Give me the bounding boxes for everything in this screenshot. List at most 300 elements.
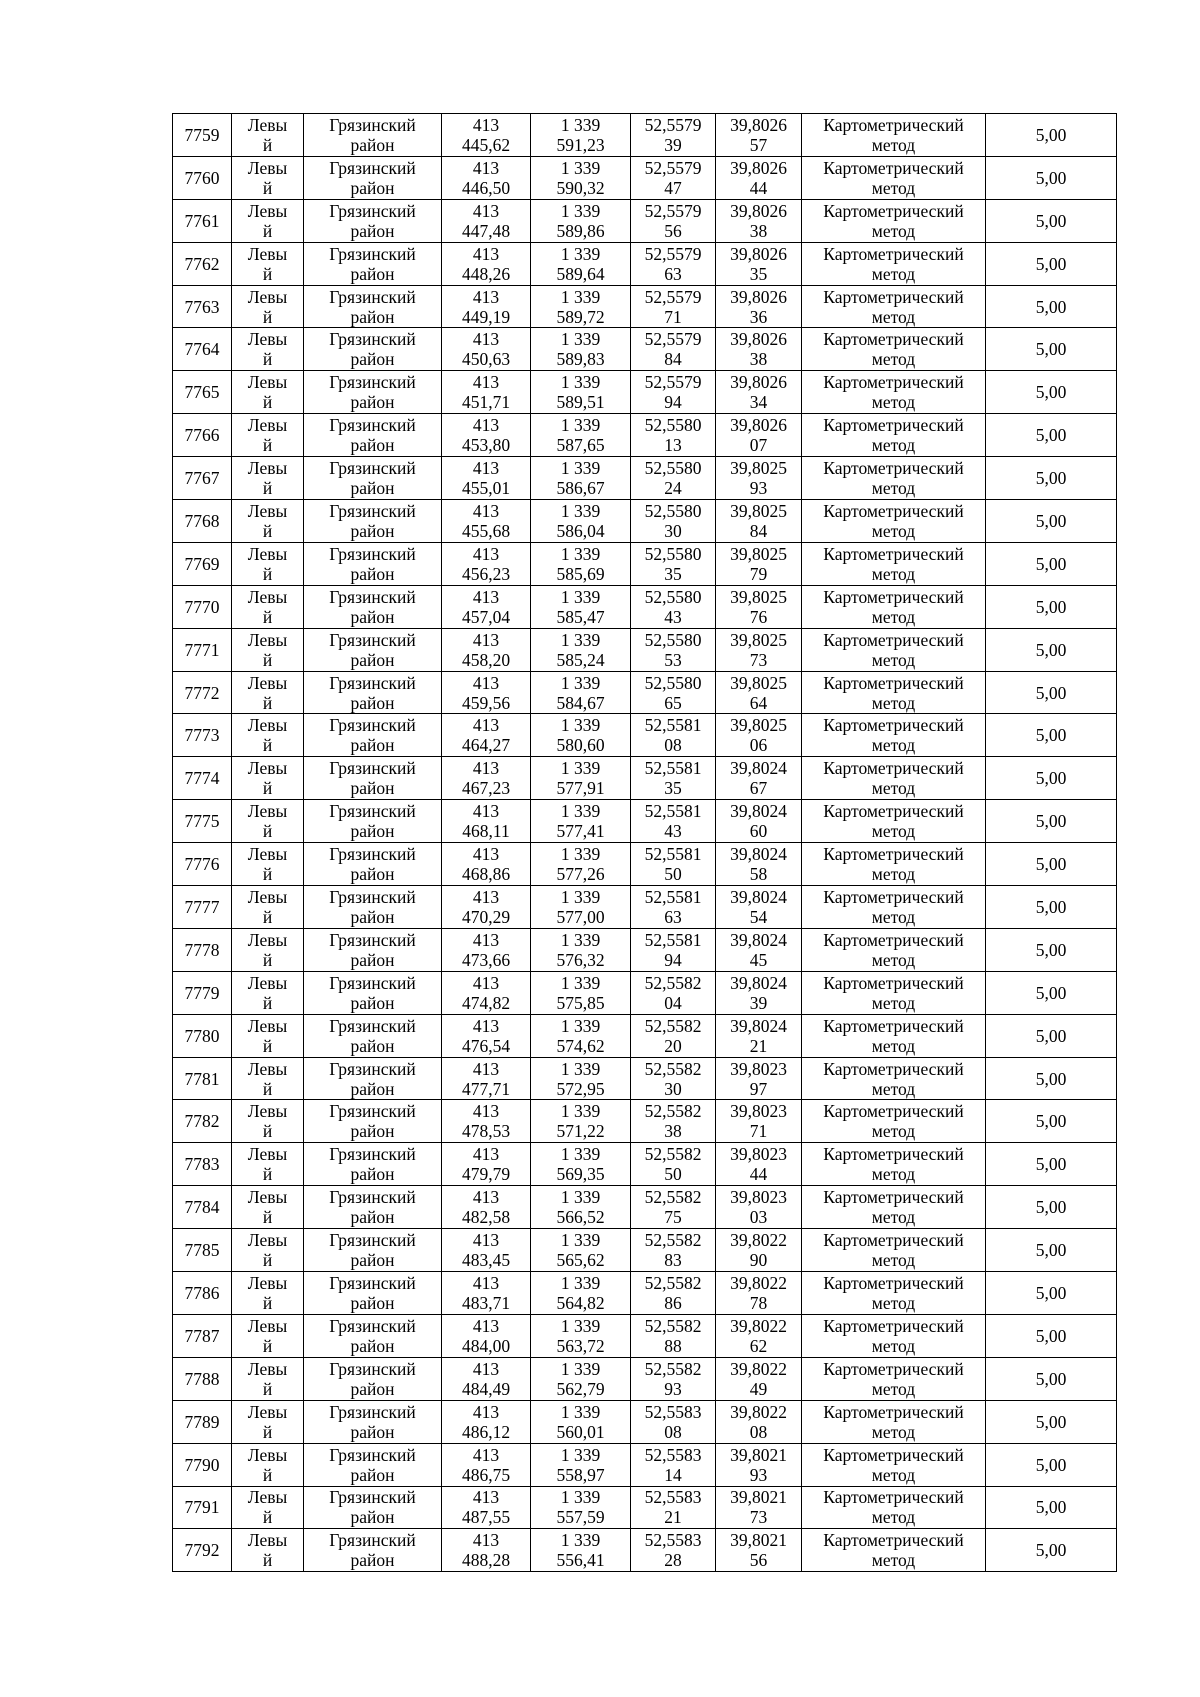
longitude-cell-line: 71 [749,1121,768,1142]
district-cell [304,1057,442,1100]
method-cell-line: Картометрический [823,157,964,178]
method-cell [802,1357,986,1400]
side-cell-line: Левы [247,157,288,178]
latitude-cell-line: 53 [664,649,682,670]
side-cell [232,542,304,585]
x-coordinate-cell [442,971,531,1014]
district-cell [304,585,442,628]
method-cell-line: Картометрический [823,415,964,436]
point-number-cell: 7788 [173,1357,232,1400]
x-coordinate-cell-line: 413 [472,286,500,307]
longitude-cell [716,1229,802,1272]
latitude-cell-line: 52,5579 [644,286,702,307]
side-cell-line: й [262,649,273,670]
y-coordinate-cell [531,886,631,929]
longitude-cell-line: 39,8021 [730,1444,787,1465]
table-row [173,371,1117,414]
side-cell [232,928,304,971]
longitude-cell [716,1186,802,1229]
method-cell-line: метод [871,692,916,713]
x-coordinate-cell-line: 486,12 [461,1421,511,1442]
longitude-cell-line: 73 [749,649,768,670]
method-cell [802,1314,986,1357]
longitude-cell [716,886,802,929]
longitude-cell-line: 78 [749,1292,768,1313]
latitude-cell-line: 52,5579 [644,200,702,221]
side-cell-line: й [262,1335,273,1356]
district-cell-line: район [350,1335,395,1356]
table-row [173,114,1117,157]
x-coordinate-cell-line: 413 [472,1058,500,1079]
latitude-cell-line: 30 [664,520,682,541]
district-cell-line: Грязинский [329,1015,416,1036]
latitude-cell-line: 52,5581 [644,801,702,822]
latitude-cell-line: 14 [664,1464,682,1485]
district-cell-line: район [350,349,395,370]
district-cell-line: Грязинский [329,1444,416,1465]
longitude-cell-line: 44 [749,177,768,198]
table-row [173,1486,1117,1529]
x-coordinate-cell-line: 413 [472,1444,500,1465]
x-coordinate-cell-line: 477,71 [461,1078,511,1099]
y-coordinate-cell-line: 1 339 [560,1444,601,1465]
district-cell-line: Грязинский [329,672,416,693]
point-number-cell: 7779 [173,971,232,1014]
x-coordinate-cell-line: 413 [472,243,500,264]
method-cell [802,800,986,843]
side-cell [232,371,304,414]
x-coordinate-cell [442,1357,531,1400]
y-coordinate-cell-line: 1 339 [560,1530,601,1551]
table-row [173,242,1117,285]
y-coordinate-cell [531,1443,631,1486]
district-cell-line: Грязинский [329,1272,416,1293]
side-cell [232,1014,304,1057]
latitude-cell [631,886,716,929]
latitude-cell [631,757,716,800]
x-coordinate-cell-line: 448,26 [461,263,511,284]
side-cell-line: й [262,1250,273,1271]
x-coordinate-cell-line: 413 [472,758,500,779]
latitude-cell [631,1186,716,1229]
y-coordinate-cell-line: 585,24 [556,649,605,670]
method-cell-line: метод [871,1164,916,1185]
x-coordinate-cell-line: 413 [472,200,500,221]
district-cell-line: Грязинский [329,286,416,307]
side-cell-line: й [262,1507,273,1528]
table-row [173,1143,1117,1186]
district-cell-line: Грязинский [329,972,416,993]
x-coordinate-cell [442,628,531,671]
point-number-cell: 7771 [173,628,232,671]
method-cell-line: Картометрический [823,543,964,564]
x-coordinate-cell [442,1229,531,1272]
y-coordinate-cell-line: 562,79 [556,1378,605,1399]
longitude-cell [716,285,802,328]
y-coordinate-cell-line: 1 339 [560,458,601,479]
y-coordinate-cell [531,199,631,242]
side-cell-line: й [262,306,273,327]
method-cell-line: метод [871,392,916,413]
longitude-cell-line: 39,8026 [730,415,787,436]
district-cell-line: Грязинский [329,243,416,264]
longitude-cell-line: 79 [749,563,768,584]
district-cell-line: район [350,478,395,499]
table-row [173,285,1117,328]
longitude-cell-line: 39 [749,992,768,1013]
method-cell [802,1229,986,1272]
point-number-cell: 7783 [173,1143,232,1186]
district-cell-line: район [350,1121,395,1142]
latitude-cell [631,1400,716,1443]
method-cell [802,757,986,800]
latitude-cell [631,500,716,543]
side-cell-line: Левы [247,1358,288,1379]
side-cell-line: Левы [247,1015,288,1036]
latitude-cell-line: 43 [664,606,682,627]
y-coordinate-cell-line: 591,23 [556,134,605,155]
longitude-cell [716,242,802,285]
table-row [173,457,1117,500]
x-coordinate-cell [442,1014,531,1057]
x-coordinate-cell-line: 458,20 [461,649,511,670]
district-cell-line: район [350,1250,395,1271]
district-cell-line: район [350,1164,395,1185]
table-row [173,542,1117,585]
latitude-cell-line: 52,5582 [644,1058,702,1079]
latitude-cell-line: 52,5579 [644,329,702,350]
latitude-cell-line: 63 [664,263,682,284]
latitude-cell-line: 35 [664,563,682,584]
accuracy-cell: 5,00 [986,1100,1117,1143]
table-row [173,843,1117,886]
accuracy-cell: 5,00 [986,500,1117,543]
method-cell-line: Картометрический [823,1444,964,1465]
latitude-cell [631,585,716,628]
y-coordinate-cell [531,800,631,843]
accuracy-cell: 5,00 [986,1014,1117,1057]
y-coordinate-cell [531,500,631,543]
longitude-cell-line: 39,8026 [730,372,787,393]
method-cell-line: Картометрический [823,586,964,607]
longitude-cell [716,542,802,585]
district-cell-line: Грязинский [329,157,416,178]
y-coordinate-cell [531,1014,631,1057]
method-cell-line: метод [871,563,916,584]
method-cell [802,843,986,886]
district-cell [304,500,442,543]
y-coordinate-cell-line: 574,62 [556,1035,605,1056]
latitude-cell [631,1014,716,1057]
method-cell [802,1529,986,1572]
x-coordinate-cell-line: 456,23 [461,563,511,584]
longitude-cell [716,757,802,800]
side-cell [232,1486,304,1529]
method-cell-line: метод [871,349,916,370]
longitude-cell-line: 39,8022 [730,1230,787,1251]
district-cell [304,1186,442,1229]
y-coordinate-cell-line: 1 339 [560,1230,601,1251]
latitude-cell [631,1314,716,1357]
latitude-cell-line: 08 [664,735,682,756]
longitude-cell [716,328,802,371]
latitude-cell-line: 47 [664,177,682,198]
x-coordinate-cell [442,328,531,371]
side-cell-line: й [262,735,273,756]
latitude-cell-line: 52,5582 [644,1315,702,1336]
side-cell-line: й [262,949,273,970]
method-cell-line: метод [871,478,916,499]
district-cell [304,1143,442,1186]
side-cell-line: Левы [247,886,288,907]
y-coordinate-cell-line: 577,41 [556,821,605,842]
x-coordinate-cell [442,671,531,714]
x-coordinate-cell [442,457,531,500]
longitude-cell [716,1443,802,1486]
method-cell-line: метод [871,1335,916,1356]
accuracy-cell: 5,00 [986,1272,1117,1315]
method-cell-line: Картометрический [823,715,964,736]
x-coordinate-cell-line: 470,29 [461,906,511,927]
latitude-cell [631,328,716,371]
side-cell-line: й [262,263,273,284]
district-cell [304,1486,442,1529]
table-row [173,1229,1117,1272]
x-coordinate-cell-line: 413 [472,672,500,693]
district-cell-line: район [350,778,395,799]
accuracy-cell: 5,00 [986,414,1117,457]
latitude-cell [631,671,716,714]
longitude-cell-line: 39,8025 [730,500,787,521]
district-cell-line: район [350,1464,395,1485]
y-coordinate-cell [531,328,631,371]
latitude-cell-line: 52,5582 [644,1272,702,1293]
method-cell-line: Картометрический [823,929,964,950]
latitude-cell-line: 08 [664,1421,682,1442]
district-cell-line: Грязинский [329,1101,416,1122]
longitude-cell-line: 36 [749,306,768,327]
side-cell-line: Левы [247,1401,288,1422]
district-cell [304,457,442,500]
method-cell-line: метод [871,1250,916,1271]
method-cell [802,886,986,929]
x-coordinate-cell [442,371,531,414]
method-cell-line: метод [871,906,916,927]
table-row [173,928,1117,971]
x-coordinate-cell-line: 468,11 [462,821,510,842]
longitude-cell-line: 39,8022 [730,1272,787,1293]
y-coordinate-cell-line: 590,32 [556,177,605,198]
accuracy-cell: 5,00 [986,671,1117,714]
point-number-cell: 7785 [173,1229,232,1272]
side-cell-line: й [262,1207,273,1228]
longitude-cell-line: 49 [749,1378,768,1399]
district-cell-line: Грязинский [329,1058,416,1079]
method-cell-line: метод [871,606,916,627]
point-number-cell: 7778 [173,928,232,971]
x-coordinate-cell [442,414,531,457]
latitude-cell-line: 63 [664,906,682,927]
y-coordinate-cell-line: 1 339 [560,1187,601,1208]
latitude-cell-line: 20 [664,1035,682,1056]
y-coordinate-cell-line: 576,32 [556,949,605,970]
district-cell-line: район [350,1507,395,1528]
method-cell-line: метод [871,1507,916,1528]
table-row [173,1400,1117,1443]
side-cell-line: Левы [247,243,288,264]
longitude-cell-line: 39,8025 [730,629,787,650]
side-cell [232,971,304,1014]
y-coordinate-cell-line: 565,62 [556,1250,605,1271]
district-cell-line: район [350,306,395,327]
y-coordinate-cell [531,457,631,500]
district-cell-line: район [350,1421,395,1442]
method-cell [802,156,986,199]
accuracy-cell: 5,00 [986,457,1117,500]
method-cell-line: Картометрический [823,372,964,393]
district-cell-line: район [350,392,395,413]
district-cell [304,328,442,371]
x-coordinate-cell [442,843,531,886]
method-cell-line: Картометрический [823,1358,964,1379]
side-cell-line: Левы [247,286,288,307]
method-cell-line: Картометрический [823,1401,964,1422]
x-coordinate-cell [442,800,531,843]
table-row [173,971,1117,1014]
longitude-cell [716,714,802,757]
latitude-cell-line: 52,5579 [644,243,702,264]
latitude-cell [631,1529,716,1572]
method-cell-line: Картометрический [823,200,964,221]
x-coordinate-cell [442,542,531,585]
point-number-cell: 7792 [173,1529,232,1572]
x-coordinate-cell-line: 474,82 [461,992,511,1013]
side-cell-line: й [262,1464,273,1485]
accuracy-cell: 5,00 [986,714,1117,757]
y-coordinate-cell [531,156,631,199]
y-coordinate-cell-line: 575,85 [556,992,605,1013]
longitude-cell [716,1014,802,1057]
latitude-cell-line: 39 [664,134,682,155]
point-number-cell: 7773 [173,714,232,757]
accuracy-cell: 5,00 [986,328,1117,371]
accuracy-cell: 5,00 [986,1357,1117,1400]
x-coordinate-cell [442,500,531,543]
x-coordinate-cell-line: 413 [472,458,500,479]
y-coordinate-cell-line: 1 339 [560,1058,601,1079]
accuracy-cell: 5,00 [986,1400,1117,1443]
y-coordinate-cell-line: 587,65 [556,435,605,456]
latitude-cell-line: 52,5579 [644,114,702,135]
latitude-cell-line: 52,5580 [644,629,702,650]
latitude-cell [631,1143,716,1186]
latitude-cell-line: 52,5580 [644,458,702,479]
side-cell-line: Левы [247,586,288,607]
method-cell [802,1057,986,1100]
method-cell-line: Картометрический [823,629,964,650]
method-cell-line: Картометрический [823,1230,964,1251]
district-cell-line: район [350,1378,395,1399]
latitude-cell-line: 52,5581 [644,758,702,779]
side-cell-line: Левы [247,1315,288,1336]
district-cell [304,1314,442,1357]
method-cell-line: метод [871,1292,916,1313]
district-cell-line: Грязинский [329,458,416,479]
x-coordinate-cell [442,285,531,328]
table-row [173,1186,1117,1229]
y-coordinate-cell [531,114,631,157]
side-cell-line: й [262,392,273,413]
method-cell-line: метод [871,1121,916,1142]
district-cell-line: Грязинский [329,329,416,350]
latitude-cell [631,714,716,757]
side-cell [232,1314,304,1357]
y-coordinate-cell-line: 560,01 [556,1421,605,1442]
latitude-cell [631,1229,716,1272]
x-coordinate-cell-line: 413 [472,1187,500,1208]
x-coordinate-cell [442,1100,531,1143]
x-coordinate-cell-line: 413 [472,1358,500,1379]
y-coordinate-cell-line: 1 339 [560,629,601,650]
side-cell [232,156,304,199]
y-coordinate-cell-line: 1 339 [560,329,601,350]
y-coordinate-cell-line: 1 339 [560,1487,601,1508]
side-cell-line: Левы [247,500,288,521]
table-row [173,1357,1117,1400]
latitude-cell-line: 52,5581 [644,886,702,907]
side-cell [232,1143,304,1186]
latitude-cell-line: 83 [664,1250,682,1271]
method-cell [802,714,986,757]
accuracy-cell: 5,00 [986,1186,1117,1229]
point-number-cell: 7762 [173,242,232,285]
accuracy-cell: 5,00 [986,199,1117,242]
y-coordinate-cell [531,714,631,757]
latitude-cell [631,1443,716,1486]
y-coordinate-cell-line: 563,72 [556,1335,605,1356]
x-coordinate-cell-line: 484,00 [461,1335,511,1356]
longitude-cell-line: 93 [749,1464,768,1485]
x-coordinate-cell-line: 413 [472,801,500,822]
district-cell [304,800,442,843]
method-cell-line: метод [871,177,916,198]
method-cell [802,1486,986,1529]
side-cell-line: й [262,563,273,584]
longitude-cell-line: 34 [749,392,768,413]
side-cell-line: Левы [247,543,288,564]
point-number-cell: 7790 [173,1443,232,1486]
y-coordinate-cell-line: 1 339 [560,500,601,521]
latitude-cell-line: 50 [664,1164,682,1185]
table-row [173,886,1117,929]
district-cell-line: Грязинский [329,1230,416,1251]
point-number-cell: 7784 [173,1186,232,1229]
method-cell-line: Картометрический [823,972,964,993]
point-number-cell: 7774 [173,757,232,800]
side-cell-line: Левы [247,1530,288,1551]
longitude-cell-line: 39,8023 [730,1058,787,1079]
accuracy-cell: 5,00 [986,971,1117,1014]
x-coordinate-cell-line: 486,75 [461,1464,511,1485]
district-cell-line: район [350,1078,395,1099]
y-coordinate-cell [531,585,631,628]
side-cell-line: Левы [247,372,288,393]
y-coordinate-cell [531,843,631,886]
x-coordinate-cell-line: 473,66 [461,949,511,970]
longitude-cell-line: 56 [749,1550,768,1571]
y-coordinate-cell [531,1229,631,1272]
point-number-cell: 7759 [173,114,232,157]
